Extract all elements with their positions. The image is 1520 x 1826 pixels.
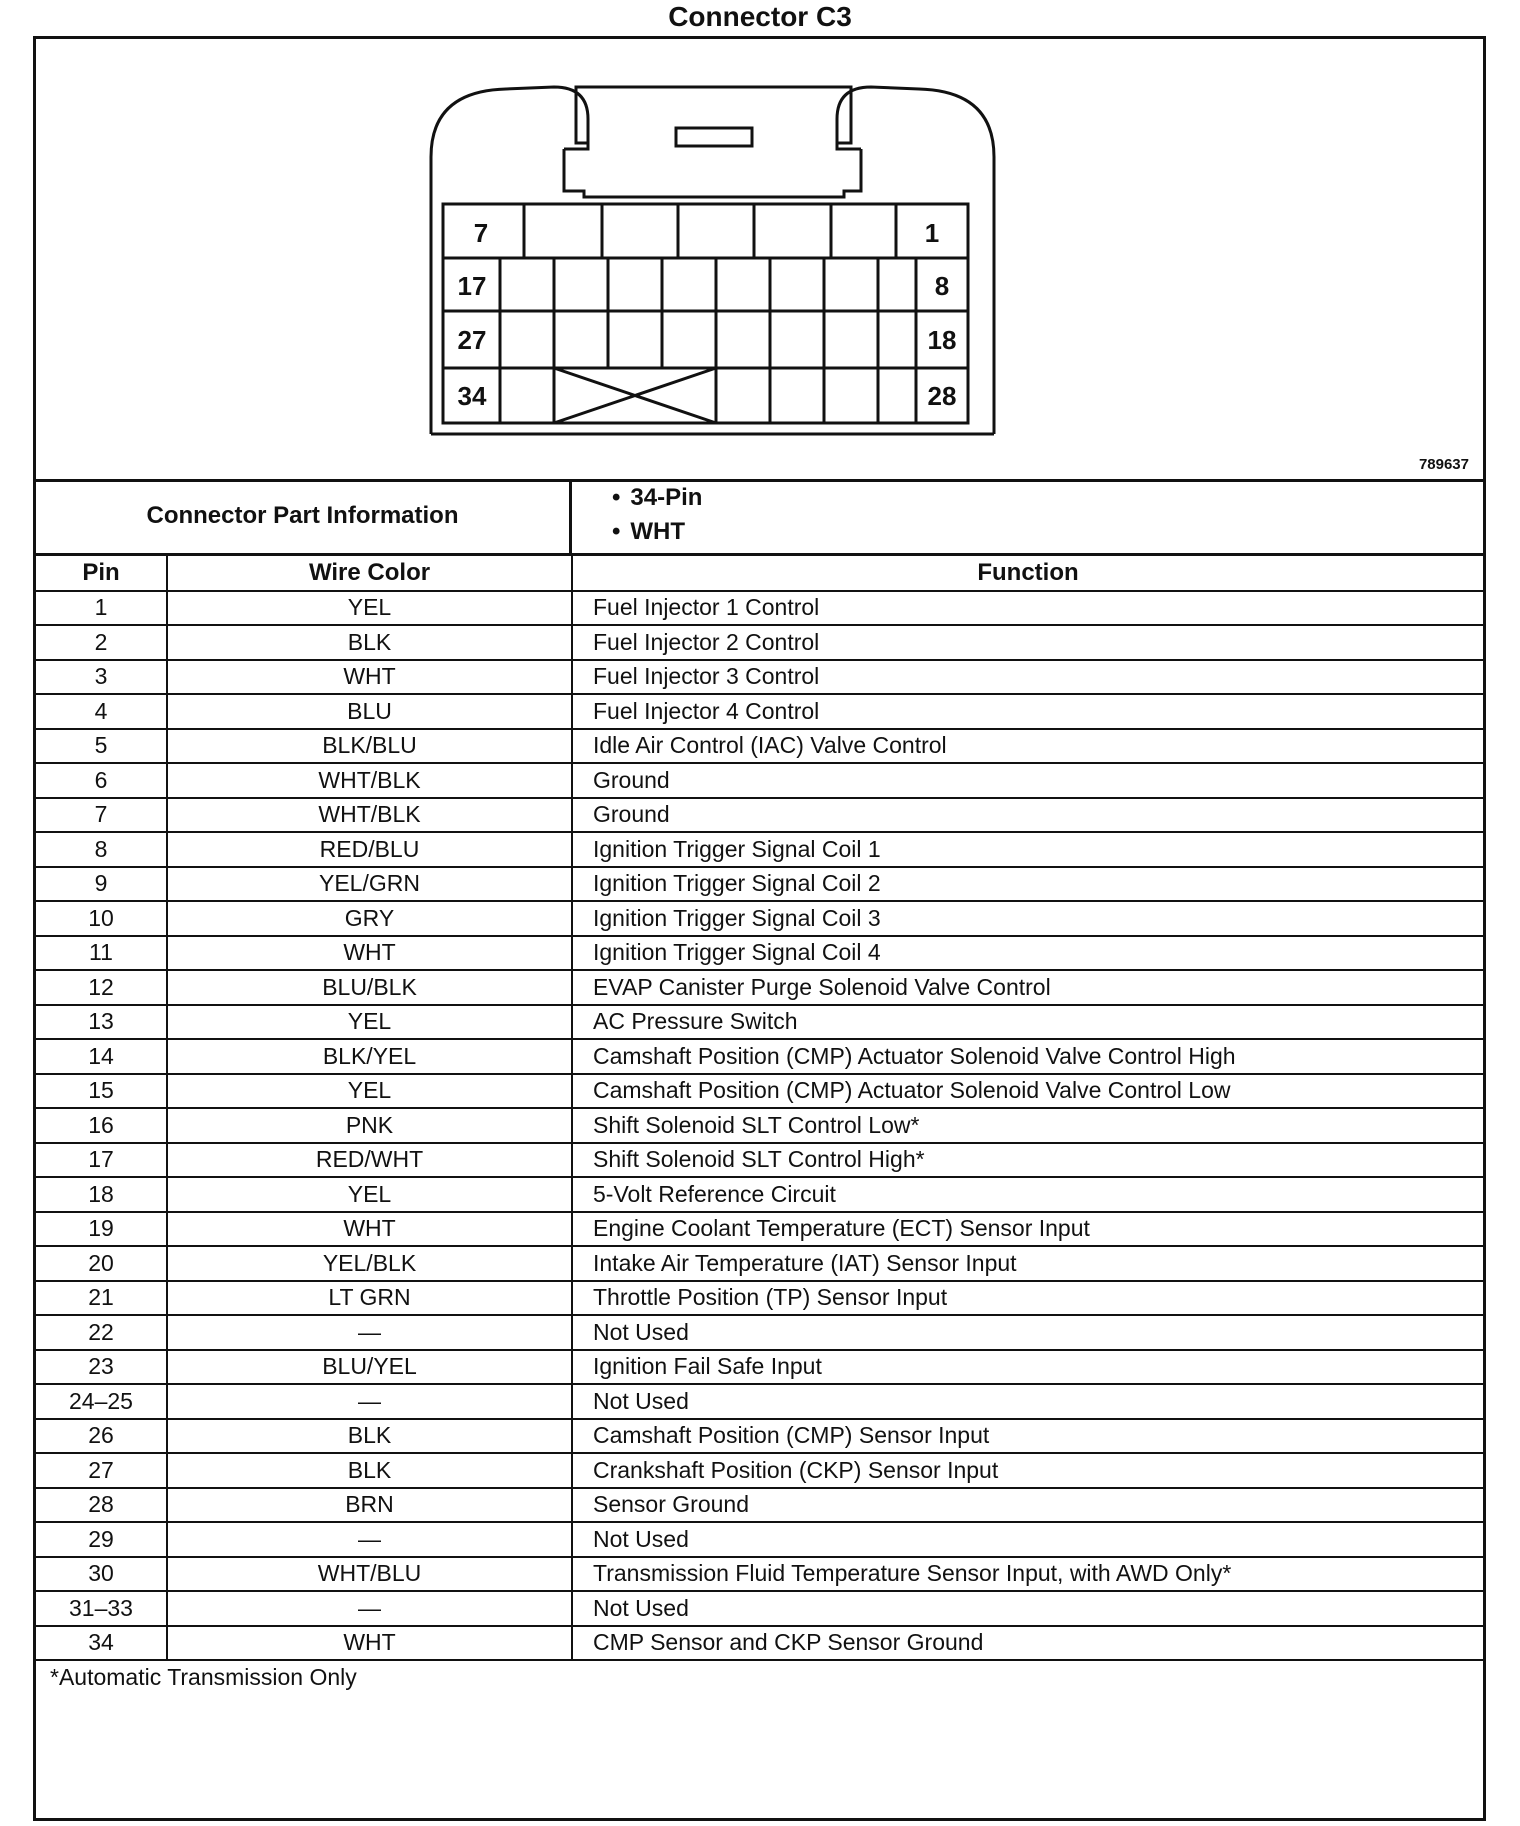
pin-label: 8	[934, 271, 950, 301]
function-cell: Fuel Injector 2 Control	[572, 625, 1483, 660]
pin-cell: 16	[36, 1108, 167, 1143]
footnote: *Automatic Transmission Only	[50, 1664, 357, 1691]
wire-color-cell: WHT/BLK	[167, 798, 572, 833]
wire-color-cell: PNK	[167, 1108, 572, 1143]
pin-cell: 7	[36, 798, 167, 833]
table-row	[36, 729, 1483, 764]
pin-cell: 5	[36, 729, 167, 764]
figure-number: 789637	[1418, 456, 1469, 473]
wire-color-cell: YEL/GRN	[167, 867, 572, 902]
function-cell: Fuel Injector 3 Control	[572, 660, 1483, 695]
wire-color-cell: GRY	[167, 901, 572, 936]
pin-cell: 12	[36, 970, 167, 1005]
function-cell: Transmission Fluid Temperature Sensor Input, with AWD Only*	[572, 1557, 1483, 1592]
table-row	[36, 1039, 1483, 1074]
function-cell: Not Used	[572, 1591, 1483, 1626]
table-row	[36, 1143, 1483, 1178]
table-row	[36, 1246, 1483, 1281]
wire-color-cell: —	[167, 1591, 572, 1626]
table-row	[36, 1591, 1483, 1626]
function-cell: Ground	[572, 798, 1483, 833]
wire-color-cell: WHT	[167, 936, 572, 971]
wire-color-cell: BLU	[167, 694, 572, 729]
pin-cell: 23	[36, 1350, 167, 1385]
part-info-item: • WHT	[612, 515, 1483, 549]
connector-sheet	[33, 36, 1486, 1821]
table-row	[36, 1074, 1483, 1109]
function-cell: Sensor Ground	[572, 1488, 1483, 1523]
wire-color-cell: WHT/BLK	[167, 763, 572, 798]
wire-color-cell: —	[167, 1315, 572, 1350]
pin-cell: 2	[36, 625, 167, 660]
wire-color-cell: BRN	[167, 1488, 572, 1523]
table-row	[36, 591, 1483, 626]
pin-cell: 22	[36, 1315, 167, 1350]
pin-cell: 13	[36, 1005, 167, 1040]
table-row	[36, 625, 1483, 660]
function-cell: 5-Volt Reference Circuit	[572, 1177, 1483, 1212]
table-row	[36, 1281, 1483, 1316]
function-cell: Camshaft Position (CMP) Sensor Input	[572, 1419, 1483, 1454]
table-row	[36, 798, 1483, 833]
function-cell: Ignition Trigger Signal Coil 3	[572, 901, 1483, 936]
wire-color-cell: BLU/BLK	[167, 970, 572, 1005]
function-cell: Throttle Position (TP) Sensor Input	[572, 1281, 1483, 1316]
function-cell: Shift Solenoid SLT Control Low*	[572, 1108, 1483, 1143]
wire-color-cell: RED/WHT	[167, 1143, 572, 1178]
function-cell: Ignition Trigger Signal Coil 4	[572, 936, 1483, 971]
pin-cell: 11	[36, 936, 167, 971]
function-header: Function	[572, 556, 1483, 591]
part-info-list	[572, 479, 1483, 555]
wire-color-cell: BLK	[167, 625, 572, 660]
connector-diagram	[36, 39, 1483, 479]
pin-cell: 28	[36, 1488, 167, 1523]
pin-label: 17	[457, 271, 487, 301]
pin-cell: 17	[36, 1143, 167, 1178]
table-row	[36, 1005, 1483, 1040]
pin-cell: 14	[36, 1039, 167, 1074]
table-row	[36, 1453, 1483, 1488]
function-cell: Ignition Trigger Signal Coil 1	[572, 832, 1483, 867]
connector-housing-outline	[431, 87, 588, 434]
table-row	[36, 832, 1483, 867]
pin-cell: 29	[36, 1522, 167, 1557]
pin-cell: 8	[36, 832, 167, 867]
wire-color-cell: YEL	[167, 1074, 572, 1109]
pin-cell: 27	[36, 1453, 167, 1488]
pin-cell: 21	[36, 1281, 167, 1316]
connector-part-info	[36, 479, 1483, 556]
wire-color-header: Wire Color	[167, 556, 572, 591]
wire-color-cell: LT GRN	[167, 1281, 572, 1316]
function-cell: Not Used	[572, 1522, 1483, 1557]
wire-color-cell: BLK/YEL	[167, 1039, 572, 1074]
part-info-label: Connector Part Information	[36, 479, 572, 553]
function-cell: Camshaft Position (CMP) Actuator Solenoid Valve Control Low	[572, 1074, 1483, 1109]
pin-label: 1	[924, 218, 940, 248]
function-cell: Intake Air Temperature (IAT) Sensor Input	[572, 1246, 1483, 1281]
table-row	[36, 1212, 1483, 1247]
pin-cell: 1	[36, 591, 167, 626]
function-cell: Camshaft Position (CMP) Actuator Solenoid Valve Control High	[572, 1039, 1483, 1074]
function-cell: EVAP Canister Purge Solenoid Valve Control	[572, 970, 1483, 1005]
function-cell: Fuel Injector 4 Control	[572, 694, 1483, 729]
pin-cell: 18	[36, 1177, 167, 1212]
wire-color-cell: YEL	[167, 1177, 572, 1212]
wire-color-cell: WHT	[167, 1212, 572, 1247]
pin-label: 28	[927, 381, 957, 411]
function-cell: Shift Solenoid SLT Control High*	[572, 1143, 1483, 1178]
wire-color-cell: WHT/BLU	[167, 1557, 572, 1592]
wire-color-cell: BLU/YEL	[167, 1350, 572, 1385]
latch-icon	[564, 87, 861, 197]
latch-slot	[676, 128, 752, 146]
table-row	[36, 1557, 1483, 1592]
pin-label: 27	[457, 325, 487, 355]
pin-cell: 9	[36, 867, 167, 902]
wire-color-cell: YEL	[167, 1005, 572, 1040]
table-row	[36, 867, 1483, 902]
table-row	[36, 1177, 1483, 1212]
pin-cell: 15	[36, 1074, 167, 1109]
table-row	[36, 1626, 1483, 1661]
connector-diagram-area	[36, 39, 1483, 482]
function-cell: Ignition Fail Safe Input	[572, 1350, 1483, 1385]
pin-cell: 10	[36, 901, 167, 936]
page-title: Connector C3	[668, 1, 852, 32]
function-cell: Ignition Trigger Signal Coil 2	[572, 867, 1483, 902]
footnote-row	[36, 1660, 1483, 1695]
pin-grid	[443, 204, 968, 423]
pin-cell: 26	[36, 1419, 167, 1454]
table-row	[36, 1488, 1483, 1523]
wire-color-cell: YEL	[167, 591, 572, 626]
function-cell: Ground	[572, 763, 1483, 798]
wire-color-cell: WHT	[167, 1626, 572, 1661]
function-cell: Not Used	[572, 1384, 1483, 1419]
part-info-item: • 34-Pin	[612, 481, 1483, 515]
table-row	[36, 936, 1483, 971]
wire-color-cell: BLK	[167, 1419, 572, 1454]
table-row	[36, 1419, 1483, 1454]
function-cell: AC Pressure Switch	[572, 1005, 1483, 1040]
pin-cell: 20	[36, 1246, 167, 1281]
function-cell: Fuel Injector 1 Control	[572, 591, 1483, 626]
pin-cell: 6	[36, 763, 167, 798]
function-cell: Engine Coolant Temperature (ECT) Sensor Input	[572, 1212, 1483, 1247]
wire-color-cell: RED/BLU	[167, 832, 572, 867]
table-header-row	[36, 556, 1483, 591]
function-cell: Idle Air Control (IAC) Valve Control	[572, 729, 1483, 764]
pin-label: 7	[473, 218, 489, 248]
table-row	[36, 901, 1483, 936]
pin-cell: 19	[36, 1212, 167, 1247]
function-cell: Crankshaft Position (CKP) Sensor Input	[572, 1453, 1483, 1488]
pin-label: 18	[927, 325, 957, 355]
pin-cell: 30	[36, 1557, 167, 1592]
table-row	[36, 1522, 1483, 1557]
wire-color-cell: —	[167, 1522, 572, 1557]
table-row	[36, 1350, 1483, 1385]
table-row	[36, 694, 1483, 729]
table-row	[36, 1384, 1483, 1419]
pin-cell: 4	[36, 694, 167, 729]
function-cell: Not Used	[572, 1315, 1483, 1350]
table-row	[36, 660, 1483, 695]
wire-color-cell: BLK	[167, 1453, 572, 1488]
table-row	[36, 763, 1483, 798]
wire-color-cell: BLK/BLU	[167, 729, 572, 764]
table-row	[36, 1108, 1483, 1143]
pin-cell: 3	[36, 660, 167, 695]
wire-color-cell: YEL/BLK	[167, 1246, 572, 1281]
pin-table	[36, 556, 1483, 1695]
table-row	[36, 970, 1483, 1005]
pin-label: 34	[457, 381, 487, 411]
pin-cell: 31–33	[36, 1591, 167, 1626]
function-cell: CMP Sensor and CKP Sensor Ground	[572, 1626, 1483, 1661]
pin-cell: 34	[36, 1626, 167, 1661]
pin-header: Pin	[36, 556, 167, 591]
wire-color-cell: —	[167, 1384, 572, 1419]
pin-cell: 24–25	[36, 1384, 167, 1419]
wire-color-cell: WHT	[167, 660, 572, 695]
table-row	[36, 1315, 1483, 1350]
